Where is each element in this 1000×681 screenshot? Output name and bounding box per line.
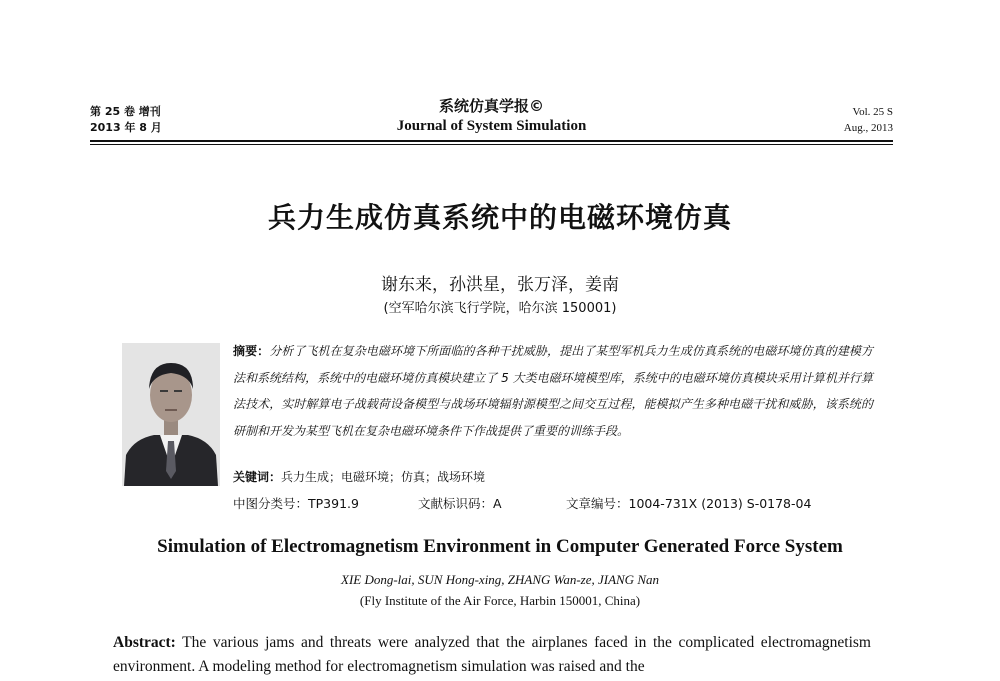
paper-title-cn: 兵力生成仿真系统中的电磁环境仿真 — [267, 201, 732, 234]
keywords-cn — [233, 468, 485, 485]
publication-date-en: Aug., 2013 — [843, 122, 893, 134]
volume-issue: 第 25 卷 增刊 — [90, 105, 161, 118]
abstract-cn — [233, 338, 873, 444]
header-rule-thick — [90, 140, 893, 142]
author-photo — [122, 343, 220, 486]
authors-cn: 谢东来，孙洪星，张万泽，姜南 — [381, 275, 619, 295]
abstract-label-cn: 摘要： — [233, 344, 270, 358]
journal-header — [90, 96, 893, 144]
author-portrait-image — [122, 343, 220, 486]
publication-date-cn: 2013 年 8 月 — [90, 121, 162, 134]
abstract-text-en: The various jams and threats were analyzed that the airplanes faced in the complicated electromagnetism environment. A modeling method for electromagnetism simulation was raised and the — [113, 634, 871, 675]
article-number: 文章编号：1004-731X (2013) S-0178-04 — [566, 496, 812, 511]
volume-info-en — [844, 104, 893, 136]
journal-title-cn: 系统仿真学报© — [438, 97, 544, 115]
authors-en: XIE Dong-lai, SUN Hong-xing, ZHANG Wan-ze, JIANG Nan — [341, 572, 659, 587]
paper-title-en: Simulation of Electromagnetism Environment in Computer Generated Force System — [157, 536, 843, 557]
volume-en: Vol. 25 S — [852, 106, 893, 118]
journal-title — [90, 96, 893, 136]
keywords-text-cn: 兵力生成；电磁环境；仿真；战场环境 — [281, 470, 486, 484]
abstract-label-en: Abstract: — [113, 634, 176, 651]
header-rule-thin — [90, 144, 893, 145]
affiliation-cn: (空军哈尔滨飞行学院，哈尔滨 150001) — [383, 301, 617, 316]
abstract-en — [113, 631, 871, 679]
abstract-text-cn: 分析了飞机在复杂电磁环境下所面临的各种干扰威胁，提出了某型军机兵力生成仿真系统的电磁环境仿真的建模方法和系统结构，系统中的电磁环境仿真模块建立了 5 大类电磁环境模型库，系统中的电磁环境仿真模块采用计算机并行算法技术，实时解算电子战载荷设备模型与战场环境辐射源模型之间交互过程，能模拟产生多种电磁干扰和威胁，该系统的研制和开发为某型飞机在复杂电磁环境条件下作战提供了重要的训练手段。 — [233, 344, 873, 438]
clc-number: 中图分类号：TP391.9 — [233, 496, 359, 511]
keywords-label-cn: 关键词： — [233, 470, 282, 484]
document-code: 文献标识码：A — [418, 496, 502, 511]
journal-title-en: Journal of System Simulation — [396, 118, 587, 134]
affiliation-en: (Fly Institute of the Air Force, Harbin 150001, China) — [359, 593, 641, 608]
